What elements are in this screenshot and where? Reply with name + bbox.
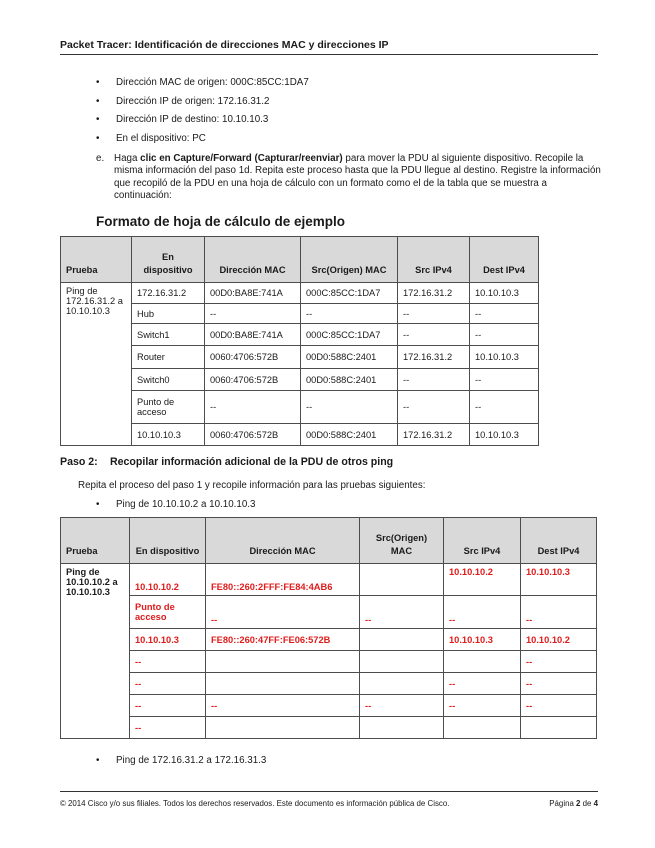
table-cell: -- <box>130 695 206 717</box>
table-cell <box>360 717 444 739</box>
bullet-list-step2-second <box>96 755 266 774</box>
table-cell: 00D0:BA8E:741A <box>205 283 301 304</box>
table-cell: -- <box>301 391 398 424</box>
table-cell: 0060:4706:572B <box>205 369 301 391</box>
col-header: Src IPv4 <box>444 518 521 564</box>
bullet-item: • Dirección IP de origen: 172.16.31.2 <box>96 96 309 115</box>
table-row <box>61 346 539 369</box>
table-cell: 00D0:BA8E:741A <box>205 324 301 346</box>
bullet-item: • Ping de 172.16.31.2 a 172.16.31.3 <box>96 755 266 774</box>
table-cell: -- <box>130 651 206 673</box>
table-cell <box>206 673 360 695</box>
table-cell: 172.16.31.2 <box>398 283 470 304</box>
table-cell: -- <box>206 695 360 717</box>
table-cell: 10.10.10.3 <box>470 424 539 446</box>
col-header: Dest IPv4 <box>521 518 597 564</box>
table-cell <box>360 651 444 673</box>
table-cell <box>360 673 444 695</box>
header-divider <box>60 54 598 55</box>
step-e-text: Haga <box>114 153 141 164</box>
table-header-row <box>61 237 539 283</box>
table-cell: 172.16.31.2 <box>398 346 470 369</box>
table-cell: 000C:85CC:1DA7 <box>301 283 398 304</box>
footer-copyright: © 2014 Cisco y/o sus filiales. Todos los derechos reservados. Este documento es información pública de Cisco. <box>60 799 450 808</box>
ping-results-table <box>60 517 597 739</box>
step2-number: Paso 2: <box>60 456 98 468</box>
test-cell: Ping de 10.10.10.2 a 10.10.10.3 <box>61 564 130 739</box>
col-header: Dirección MAC <box>205 237 301 283</box>
table-cell: 172.16.31.2 <box>132 283 205 304</box>
table-cell: -- <box>360 695 444 717</box>
table-cell: Switch1 <box>132 324 205 346</box>
test-cell: Ping de 172.16.31.2 a 10.10.10.3 <box>61 283 132 446</box>
col-header: Src IPv4 <box>398 237 470 283</box>
table-cell: Punto de acceso <box>132 391 205 424</box>
bullet-item: • Ping de 10.10.10.2 a 10.10.10.3 <box>96 499 255 518</box>
page-total: 4 <box>593 799 598 808</box>
table-header-row <box>61 518 597 564</box>
table-row <box>61 717 597 739</box>
footer-page-number <box>530 799 598 808</box>
table-cell: -- <box>206 596 360 629</box>
table-cell: -- <box>398 324 470 346</box>
footer-divider <box>60 791 598 792</box>
page-current: 2 <box>576 799 581 808</box>
table-cell: -- <box>205 304 301 324</box>
table-cell: -- <box>130 673 206 695</box>
table-cell <box>444 651 521 673</box>
table-cell: -- <box>398 304 470 324</box>
table-cell: 10.10.10.3 <box>132 424 205 446</box>
step-e-bold-action: clic en Capture/Forward (Capturar/reenviar) <box>140 153 343 164</box>
table-cell: -- <box>398 391 470 424</box>
table-cell <box>444 717 521 739</box>
table-cell: Hub <box>132 304 205 324</box>
table-cell: -- <box>301 304 398 324</box>
step-e-instructions <box>96 153 601 203</box>
table-cell: -- <box>360 596 444 629</box>
bullet-item: • Dirección MAC de origen: 000C:85CC:1DA7 <box>96 77 309 96</box>
table-cell <box>206 651 360 673</box>
col-header: Src(Origen) MAC <box>360 518 444 564</box>
table-cell: -- <box>470 369 539 391</box>
table-cell: 10.10.10.3 <box>470 346 539 369</box>
table-row <box>61 596 597 629</box>
table-cell: FE80::260:2FFF:FE84:4AB6 <box>206 564 360 596</box>
table-row <box>61 283 539 304</box>
table-cell: 10.10.10.3 <box>444 629 521 651</box>
col-header: En dispositivo <box>130 518 206 564</box>
table-cell: Punto de acceso <box>130 596 206 629</box>
table-cell <box>360 564 444 596</box>
step2-heading <box>60 456 393 468</box>
table-cell: 0060:4706:572B <box>205 424 301 446</box>
table-cell: -- <box>521 596 597 629</box>
sheet-format-title: Formato de hoja de cálculo de ejemplo <box>96 214 346 229</box>
table-cell: 10.10.10.2 <box>130 564 206 596</box>
table-cell: 10.10.10.3 <box>130 629 206 651</box>
table-cell: -- <box>521 695 597 717</box>
col-header: En dispositivo <box>132 237 205 283</box>
table-cell: -- <box>470 324 539 346</box>
step-e-body <box>114 153 601 203</box>
table-row <box>61 695 597 717</box>
bullet-item: • En el dispositivo: PC <box>96 133 309 152</box>
table-cell: -- <box>205 391 301 424</box>
step-letter: e. <box>96 153 105 164</box>
table-row <box>61 564 597 596</box>
table-cell: -- <box>444 695 521 717</box>
table-cell: 10.10.10.3 <box>521 564 597 596</box>
table-cell: 10.10.10.2 <box>444 564 521 596</box>
table-cell: -- <box>130 717 206 739</box>
table-cell <box>521 717 597 739</box>
page-label: Página <box>549 799 577 808</box>
table-row <box>61 629 597 651</box>
example-spreadsheet-table <box>60 236 539 446</box>
table-cell: -- <box>444 596 521 629</box>
table-cell: -- <box>521 673 597 695</box>
page-header-title: Packet Tracer: Identificación de direcciones MAC y direcciones IP <box>60 39 389 51</box>
table-cell: 10.10.10.2 <box>521 629 597 651</box>
bullet-item: • Dirección IP de destino: 10.10.10.3 <box>96 114 309 133</box>
table-row <box>61 304 539 324</box>
bullet-list-step2 <box>96 499 255 518</box>
table-cell: -- <box>470 304 539 324</box>
table-row <box>61 391 539 424</box>
col-header: Prueba <box>61 237 132 283</box>
table-cell: FE80::260:47FF:FE06:572B <box>206 629 360 651</box>
table-cell: 000C:85CC:1DA7 <box>301 324 398 346</box>
col-header: Dirección MAC <box>206 518 360 564</box>
table-cell: 00D0:588C:2401 <box>301 369 398 391</box>
page-separator: de <box>580 799 594 808</box>
table-cell: -- <box>521 651 597 673</box>
table-cell: 172.16.31.2 <box>398 424 470 446</box>
table-cell: 10.10.10.3 <box>470 283 539 304</box>
table-cell: -- <box>398 369 470 391</box>
table-cell: Switch0 <box>132 369 205 391</box>
step2-title: Recopilar información adicional de la PDU de otros ping <box>110 456 394 468</box>
table-cell: 00D0:588C:2401 <box>301 346 398 369</box>
table-row <box>61 651 597 673</box>
table-cell: 00D0:588C:2401 <box>301 424 398 446</box>
step-e-text-rest: para mover la PDU al siguiente dispositivo. Recopile la misma información del paso 1d. Repita este proceso hasta que la PDU llegue al destino. Registre la información que recopiló de la PDU en una hoja de cálculo con un formato como el de la tabla que se muestra a continuación: <box>114 153 601 202</box>
table-row <box>61 369 539 391</box>
col-header: Dest IPv4 <box>470 237 539 283</box>
table-row <box>61 424 539 446</box>
table-row <box>61 324 539 346</box>
col-header: Prueba <box>61 518 130 564</box>
bullet-list-source-info <box>96 77 309 152</box>
table-cell: -- <box>444 673 521 695</box>
table-cell: Router <box>132 346 205 369</box>
step2-description: Repita el proceso del paso 1 y recopile información para las pruebas siguientes: <box>78 480 426 491</box>
table-cell: -- <box>470 391 539 424</box>
col-header: Src(Origen) MAC <box>301 237 398 283</box>
table-row <box>61 673 597 695</box>
table-cell <box>360 629 444 651</box>
table-cell: 0060:4706:572B <box>205 346 301 369</box>
table-cell <box>206 717 360 739</box>
